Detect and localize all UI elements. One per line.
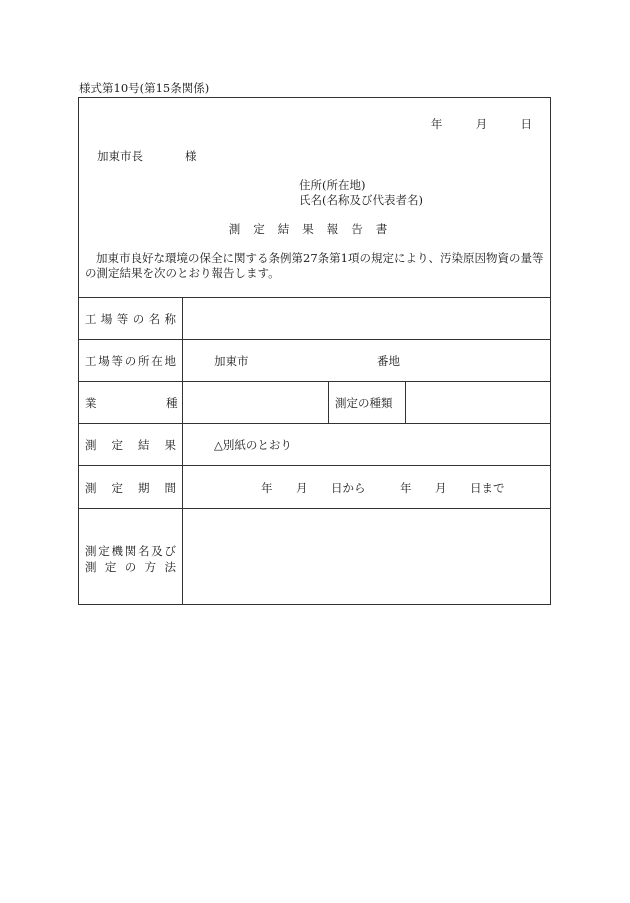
factory-name-field[interactable]: [183, 298, 551, 339]
industry-label-a: 業: [85, 396, 97, 410]
row-divider: [79, 423, 550, 424]
location-banchi: 番地: [377, 354, 400, 368]
period-month-until: 月: [435, 481, 447, 495]
result-label: 測定結果: [85, 438, 176, 452]
report-statement: 加東市良好な環境の保全に関する条例第27条第1項の規定により、汚染原因物資の量等の測定結果を次のとおり報告します。: [85, 251, 544, 280]
industry-divider: [328, 381, 329, 423]
result-value: △別紙のとおり: [214, 438, 292, 452]
form-number: 様式第10号(第15条関係): [79, 81, 210, 95]
period-month-from: 月: [296, 481, 308, 495]
addressee: [97, 148, 197, 164]
name-label: 氏名(名称及び代表者名): [299, 193, 423, 207]
industry-field[interactable]: [183, 382, 328, 423]
agency-field[interactable]: [183, 509, 551, 604]
measurement-type-field[interactable]: [406, 382, 551, 423]
addressee-honorific: 様: [185, 149, 197, 163]
date-month: 月: [475, 117, 488, 131]
factory-name-label: 工場等の名称: [85, 312, 176, 326]
date-day: 日: [520, 117, 532, 131]
date-year: 年: [430, 117, 443, 131]
location-city: 加東市: [214, 354, 249, 368]
factory-location-label: 工場等の所在地: [85, 354, 176, 368]
document-title: 測定結果報告書: [228, 222, 401, 236]
period-until: 日まで: [470, 481, 505, 495]
row-divider: [79, 339, 550, 340]
agency-label-line1: 測定機関名及び: [85, 544, 176, 558]
row-divider: [79, 465, 550, 466]
measurement-type-label: 測定の種類: [335, 396, 393, 410]
date-line: [431, 116, 532, 132]
period-label: 測定期間: [85, 481, 176, 495]
period-year-from: 年: [261, 481, 273, 495]
period-year-until: 年: [400, 481, 412, 495]
period-from: 日から: [331, 481, 366, 495]
agency-label-line2: 測定の方法: [85, 560, 176, 574]
industry-label-b: 種: [166, 396, 178, 410]
address-label: 住所(所在地): [299, 178, 366, 192]
report-form: [78, 97, 551, 605]
addressee-name: 加東市長: [97, 149, 143, 163]
